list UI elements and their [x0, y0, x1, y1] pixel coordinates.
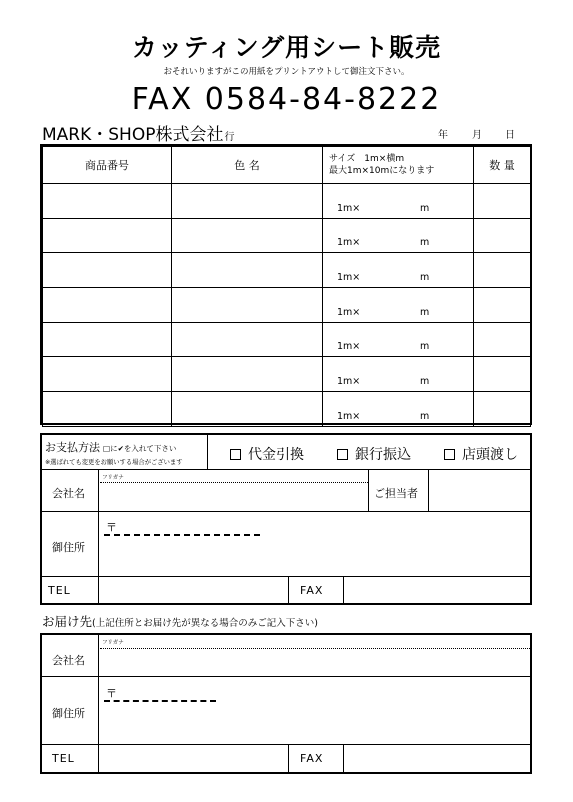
form-subtitle: おそれいりますがこの用紙をプリントアウトして御注文下さい。	[163, 67, 410, 77]
size-unit: m	[420, 410, 430, 422]
size-prefix: 1m×	[337, 237, 361, 249]
checkbox-cod[interactable]	[230, 449, 241, 460]
delivery-furigana-label: フリガナ	[102, 640, 124, 646]
order-product-no-cell[interactable]	[43, 288, 172, 323]
size-prefix: 1m×	[337, 306, 361, 318]
col-color: 色 名	[172, 147, 323, 184]
delivery-company-label: 会社名	[52, 654, 85, 667]
col-quantity: 数 量	[474, 147, 531, 184]
delivery-fax-label: FAX	[300, 752, 324, 765]
payment-instruction: □に✔を入れて下さい	[103, 444, 177, 453]
size-prefix: 1m×	[337, 376, 361, 388]
payment-row	[42, 435, 530, 470]
date-month-label: 月	[472, 130, 482, 141]
order-row	[43, 253, 531, 288]
order-row	[43, 392, 531, 427]
order-color-cell[interactable]	[172, 322, 323, 357]
order-color-cell[interactable]	[172, 184, 323, 219]
recipient-company	[42, 120, 234, 145]
order-row	[43, 218, 531, 253]
tel-label: TEL	[48, 584, 71, 597]
checkbox-store[interactable]	[444, 449, 455, 460]
payment-option-store[interactable]	[444, 444, 518, 464]
order-color-cell[interactable]	[172, 357, 323, 392]
customer-section	[40, 433, 532, 605]
furigana-label: フリガナ	[102, 475, 124, 481]
size-unit: m	[420, 341, 430, 353]
delivery-tel-label: TEL	[52, 752, 75, 765]
contact-label: ご担当者	[374, 487, 418, 500]
order-color-cell[interactable]	[172, 392, 323, 427]
size-unit: m	[420, 272, 430, 284]
order-size-cell[interactable]	[323, 322, 474, 357]
order-color-cell[interactable]	[172, 253, 323, 288]
order-quantity-cell[interactable]	[474, 288, 531, 323]
checkbox-bank[interactable]	[337, 449, 348, 460]
order-product-no-cell[interactable]	[43, 218, 172, 253]
fax-label: FAX	[300, 584, 324, 597]
order-quantity-cell[interactable]	[474, 184, 531, 219]
order-row	[43, 322, 531, 357]
order-color-cell[interactable]	[172, 288, 323, 323]
order-size-cell[interactable]	[323, 253, 474, 288]
order-quantity-cell[interactable]	[474, 218, 531, 253]
size-unit: m	[420, 202, 430, 214]
col-size-line1: サイズ 1m×横m	[329, 154, 405, 164]
company-label: 会社名	[52, 487, 85, 500]
col-size	[323, 147, 474, 184]
payment-option-cod[interactable]	[230, 444, 304, 464]
furigana-line	[100, 482, 368, 483]
order-size-cell[interactable]	[323, 184, 474, 219]
delivery-section	[40, 633, 532, 774]
order-row	[43, 288, 531, 323]
label-column-divider	[98, 470, 99, 603]
fax-number: FAX 0584-84-8222	[131, 82, 442, 117]
order-color-cell[interactable]	[172, 218, 323, 253]
delivery-heading	[42, 612, 318, 630]
postal-mark: 〒	[106, 521, 117, 534]
delivery-title: お届け先	[42, 614, 93, 629]
company-name: MARK・SHOP株式会社	[42, 125, 224, 145]
size-prefix: 1m×	[337, 410, 361, 422]
delivery-postal-mark: 〒	[106, 687, 117, 700]
payment-option-bank-label: 銀行振込	[355, 447, 411, 463]
order-table-header	[43, 147, 531, 184]
order-product-no-cell[interactable]	[43, 253, 172, 288]
order-size-cell[interactable]	[323, 218, 474, 253]
col-size-line2: 最大1m×10mになります	[329, 166, 435, 176]
payment-label: お支払方法	[45, 441, 100, 454]
delivery-postal-code-line	[104, 700, 216, 702]
order-product-no-cell[interactable]	[43, 322, 172, 357]
address-label: 御住所	[52, 541, 85, 554]
col-product-no: 商品番号	[43, 147, 172, 184]
payment-option-store-label: 店頭渡し	[462, 447, 518, 463]
form-title: カッティング用シート販売	[131, 33, 442, 62]
order-product-no-cell[interactable]	[43, 392, 172, 427]
size-unit: m	[420, 376, 430, 388]
order-product-no-cell[interactable]	[43, 357, 172, 392]
order-quantity-cell[interactable]	[474, 392, 531, 427]
order-quantity-cell[interactable]	[474, 357, 531, 392]
order-table	[40, 144, 532, 425]
size-prefix: 1m×	[337, 272, 361, 284]
size-prefix: 1m×	[337, 202, 361, 214]
order-size-cell[interactable]	[323, 357, 474, 392]
order-size-cell[interactable]	[323, 392, 474, 427]
payment-note: ※選ばれても変更をお願いする場合がございます	[45, 459, 183, 466]
order-size-cell[interactable]	[323, 288, 474, 323]
date-day-label: 日	[505, 130, 515, 141]
payment-option-bank[interactable]	[337, 444, 411, 464]
postal-code-line	[104, 534, 260, 536]
order-quantity-cell[interactable]	[474, 322, 531, 357]
delivery-note: (上記住所とお届け先が異なる場合のみご記入下さい)	[92, 618, 318, 629]
delivery-address-label: 御住所	[52, 707, 85, 720]
order-row	[43, 357, 531, 392]
payment-option-cod-label: 代金引換	[248, 447, 304, 463]
payment-label-cell	[42, 435, 208, 469]
size-unit: m	[420, 306, 430, 318]
order-row	[43, 184, 531, 219]
order-quantity-cell[interactable]	[474, 253, 531, 288]
date-year-label: 年	[438, 130, 448, 141]
delivery-furigana-line	[100, 648, 530, 649]
size-prefix: 1m×	[337, 341, 361, 353]
order-product-no-cell[interactable]	[43, 184, 172, 219]
size-unit: m	[420, 237, 430, 249]
company-suffix: 行	[224, 132, 235, 143]
